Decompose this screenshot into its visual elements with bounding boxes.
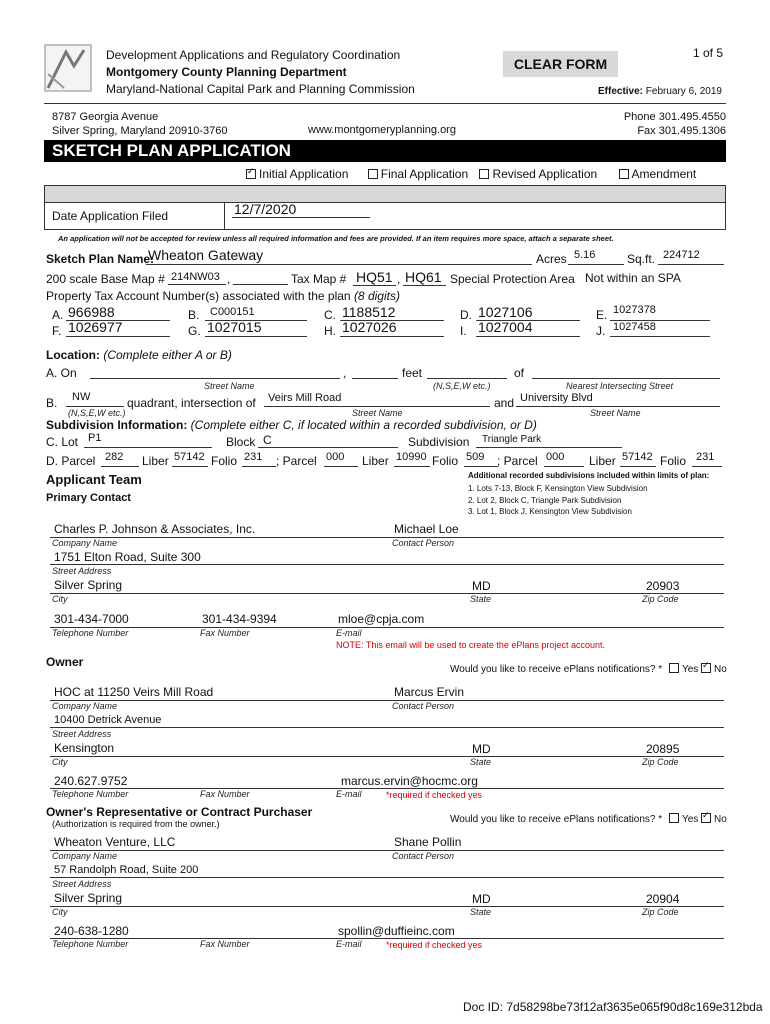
rep-contact-person[interactable]: Shane Pollin — [394, 835, 462, 849]
notice: An application will not be accepted for review unless all required information and fees are provided. If an item requires more space, attach a separate sheet. — [58, 234, 614, 243]
rep-telephone[interactable]: 240-638-1280 — [54, 924, 129, 938]
street-address-caption: Street Address — [52, 879, 112, 889]
telephone-caption: Telephone Number — [52, 789, 129, 799]
location-heading: Location: (Complete either A or B) — [46, 348, 232, 362]
zip-caption: Zip Code — [642, 594, 679, 604]
checkbox-icon — [701, 663, 711, 673]
sqft-input[interactable]: 224712 — [663, 249, 700, 261]
address-line-1: 8787 Georgia Avenue — [52, 111, 159, 123]
location-a-label: A. On — [46, 366, 77, 380]
of-label: of — [514, 366, 525, 380]
account-j-input[interactable]: 1027458 — [613, 321, 656, 333]
tax-map-label: Tax Map # — [291, 272, 347, 286]
liber-2-input[interactable]: 10990 — [396, 451, 427, 463]
direction-caption: (N,S,E,W etc.) — [433, 381, 491, 391]
account-h-input[interactable]: 1027026 — [342, 319, 397, 335]
parcel-2-input[interactable]: 000 — [326, 451, 345, 463]
application-type-options — [246, 167, 696, 181]
rep-hint: (Authorization is required from the owner.) — [52, 819, 220, 829]
folio-label-2: Folio — [432, 454, 459, 468]
parcel-1-input[interactable]: 282 — [105, 451, 124, 463]
owner-company[interactable]: HOC at 11250 Veirs Mill Road — [54, 685, 214, 699]
owner-contact-person[interactable]: Marcus Ervin — [394, 685, 465, 699]
owner-heading: Owner — [46, 655, 84, 669]
owner-telephone[interactable]: 240.627.9752 — [54, 774, 128, 788]
tax-map-input-2[interactable]: HQ61 — [405, 269, 442, 285]
parcel-3-input[interactable]: 000 — [546, 451, 565, 463]
account-g-input[interactable]: 1027015 — [207, 319, 262, 335]
primary-company[interactable]: Charles P. Johnson & Associates, Inc. — [54, 522, 256, 536]
additional-subdivision-item: 1. Lots 7-13, Block F, Kensington View Subdivision — [468, 484, 648, 493]
primary-telephone[interactable]: 301-434-7000 — [54, 612, 129, 626]
fax-caption: Fax Number — [200, 628, 250, 638]
street-address-caption: Street Address — [52, 566, 112, 576]
primary-fax[interactable]: 301-434-9394 — [202, 612, 277, 626]
address-line-2: Silver Spring, Maryland 20910-3760 — [52, 125, 228, 137]
owner-state[interactable]: MD — [472, 742, 491, 756]
parcel-label-3: ; Parcel — [497, 454, 538, 468]
fax-caption: Fax Number — [200, 789, 250, 799]
plan-name-label: Sketch Plan Name: — [46, 252, 155, 266]
primary-city[interactable]: Silver Spring — [54, 578, 123, 592]
and-label: and — [494, 396, 515, 410]
folio-label-3: Folio — [660, 454, 687, 468]
city-caption: City — [52, 907, 68, 917]
primary-email[interactable]: mloe@cpja.com — [338, 612, 425, 626]
rep-street[interactable]: 57 Randolph Road, Suite 200 — [54, 864, 199, 876]
contact-person-caption: Contact Person — [392, 851, 455, 861]
primary-zip[interactable]: 20903 — [646, 579, 680, 593]
account-c-input[interactable]: 1188512 — [342, 304, 396, 320]
rep-eplans-yes[interactable]: Yes — [669, 814, 698, 825]
fax-caption: Fax Number — [200, 939, 250, 949]
checkbox-icon — [619, 169, 629, 179]
rep-eplans-no[interactable]: ✓ No — [701, 814, 727, 825]
nearest-street-caption: Nearest Intersecting Street — [566, 381, 674, 391]
commission-logo — [44, 44, 92, 92]
telephone-caption: Telephone Number — [52, 939, 129, 949]
rep-zip[interactable]: 20904 — [646, 892, 680, 906]
checkbox-icon — [479, 169, 489, 179]
acres-label: Acres — [536, 252, 567, 266]
direction-caption-2: (N,S,E,W etc.) — [68, 408, 126, 418]
header-line-3: Maryland-National Capital Park and Planning Commission — [106, 82, 415, 96]
checkbox-icon — [669, 813, 679, 823]
page-number: 1 of 5 — [693, 46, 724, 60]
street-name-caption-3: Street Name — [590, 408, 641, 418]
additional-subdivision-item: 3. Lot 1, Block J, Kensington View Subdivision — [468, 507, 632, 516]
primary-contact-heading: Primary Contact — [46, 492, 131, 504]
email-caption: E-mail — [336, 628, 362, 638]
form-title: SKETCH PLAN APPLICATION — [44, 140, 726, 162]
spa-select[interactable]: Not within an SPA — [585, 271, 681, 285]
liber-label-1: Liber — [142, 454, 169, 468]
additional-subdivision-item: 2. Lot 2, Block C, Triangle Park Subdivision — [468, 495, 622, 505]
account-i-input[interactable]: 1027004 — [478, 319, 533, 335]
street-name-caption: Street Name — [204, 381, 255, 391]
required-note: *required if checked yes — [386, 790, 483, 800]
owner-eplans-no[interactable]: ✓ No — [701, 664, 727, 675]
owner-eplans-yes[interactable]: Yes — [669, 664, 698, 675]
parcel-d-label: D. Parcel — [46, 454, 96, 468]
lot-input[interactable]: P1 — [88, 432, 102, 444]
account-f-input[interactable]: 1026977 — [68, 319, 123, 335]
sqft-label: Sq.ft. — [627, 252, 656, 266]
tax-map-input-1[interactable]: HQ51 — [356, 269, 393, 285]
fax: Fax 301.495.1306 — [637, 125, 726, 137]
city-caption: City — [52, 594, 68, 604]
email-caption: E-mail — [336, 789, 362, 799]
block-input[interactable]: C — [263, 433, 272, 447]
tax-account-label: Property Tax Account Number(s) associated with the plan (8 digits) — [46, 289, 400, 303]
rep-company[interactable]: Wheaton Venture, LLC — [54, 835, 176, 849]
liber-label-3: Liber — [589, 454, 616, 468]
primary-state[interactable]: MD — [472, 579, 491, 593]
amendment-checkbox[interactable]: Amendment — [619, 167, 697, 181]
owner-street[interactable]: 10400 Detrick Avenue — [54, 714, 162, 726]
folio-1-input[interactable]: 231 — [244, 451, 263, 463]
company-name-caption: Company Name — [52, 701, 118, 711]
required-note: *required if checked yes — [386, 940, 483, 950]
company-name-caption: Company Name — [52, 538, 118, 548]
email-caption: E-mail — [336, 939, 362, 949]
primary-contact-person[interactable]: Michael Loe — [394, 522, 459, 536]
subdivision-heading: Subdivision Information: (Complete either C, if located within a recorded subdivision, or D) — [46, 418, 537, 432]
state-caption: State — [470, 594, 492, 604]
header-line-1: Development Applications and Regulatory Coordination — [106, 48, 401, 62]
zip-caption: Zip Code — [642, 907, 679, 917]
state-caption: State — [470, 757, 492, 767]
phone: Phone 301.495.4550 — [623, 111, 726, 123]
quadrant-input[interactable]: NW — [72, 391, 91, 403]
location-b-label: B. — [46, 396, 58, 410]
staff-use-box — [44, 185, 726, 230]
intersection-street-1[interactable]: Veirs Mill Road — [268, 392, 342, 404]
contact-person-caption: Contact Person — [392, 538, 455, 548]
subdivision-input[interactable]: Triangle Park — [482, 434, 542, 445]
folio-3-input[interactable]: 231 — [696, 451, 715, 463]
contact-person-caption: Contact Person — [392, 701, 455, 711]
checkbox-icon — [368, 169, 378, 179]
clear-form-button[interactable]: CLEAR FORM — [503, 51, 618, 77]
final-application-checkbox[interactable]: Final Application — [368, 167, 468, 181]
account-b-input[interactable]: C000151 — [210, 306, 255, 318]
liber-3-input[interactable]: 57142 — [622, 451, 653, 463]
account-e-input[interactable]: 1027378 — [613, 304, 656, 316]
intersection-street-2[interactable]: University Blvd — [520, 392, 593, 404]
primary-street[interactable]: 1751 Elton Road, Suite 300 — [54, 550, 201, 564]
website: www.montgomeryplanning.org — [308, 124, 456, 136]
acres-input[interactable]: 5.16 — [574, 249, 596, 261]
owner-zip[interactable]: 20895 — [646, 742, 680, 756]
rep-city[interactable]: Silver Spring — [54, 891, 123, 905]
subdivision-label: Subdivision — [408, 435, 470, 449]
checkbox-icon — [669, 663, 679, 673]
company-name-caption: Company Name — [52, 851, 118, 861]
zip-caption: Zip Code — [642, 757, 679, 767]
folio-2-input[interactable]: 509 — [466, 451, 485, 463]
date-filed-input[interactable]: 12/7/2020 — [234, 201, 297, 217]
owner-eplans-question: Would you like to receive ePlans notifications? * Yes ✓ No — [450, 664, 727, 675]
telephone-caption: Telephone Number — [52, 628, 129, 638]
parcel-label-2: ; Parcel — [276, 454, 317, 468]
initial-application-checkbox[interactable]: ✓Initial Application — [246, 167, 348, 181]
checkbox-icon — [246, 169, 256, 179]
applicant-team-heading: Applicant Team — [46, 472, 142, 487]
city-caption: City — [52, 757, 68, 767]
revised-application-checkbox[interactable]: Revised Application — [479, 167, 597, 181]
effective-date: Effective: February 6, 2019 — [598, 86, 722, 97]
account-a-input[interactable]: 966988 — [68, 304, 115, 320]
base-map-input[interactable]: 214NW03 — [171, 271, 220, 283]
lot-label: C. Lot — [46, 435, 79, 449]
rep-email[interactable]: spollin@duffieinc.com — [338, 924, 455, 938]
state-caption: State — [470, 907, 492, 917]
block-label: Block — [226, 435, 256, 449]
email-note: NOTE: This email will be used to create the ePlans project account. — [336, 640, 605, 650]
account-d-input[interactable]: 1027106 — [478, 304, 533, 320]
checkbox-icon — [701, 813, 711, 823]
owner-email[interactable]: marcus.ervin@hocmc.org — [341, 774, 478, 788]
additional-subdivisions-title: Additional recorded subdivisions included within limits of plan: — [468, 471, 710, 480]
rep-eplans-question: Would you like to receive ePlans notifications? * Yes ✓ No — [450, 814, 727, 825]
base-map-label: 200 scale Base Map # — [46, 272, 165, 286]
rep-state[interactable]: MD — [472, 892, 491, 906]
feet-label: feet — [402, 366, 423, 380]
owner-city[interactable]: Kensington — [54, 741, 115, 755]
header-line-2: Montgomery County Planning Department — [106, 65, 347, 79]
street-address-caption: Street Address — [52, 729, 112, 739]
spa-label: Special Protection Area — [450, 272, 575, 286]
liber-1-input[interactable]: 57142 — [174, 451, 205, 463]
quadrant-label: quadrant, intersection of — [127, 396, 256, 410]
plan-name-input[interactable]: Wheaton Gateway — [148, 247, 264, 263]
liber-label-2: Liber — [362, 454, 389, 468]
street-name-caption-2: Street Name — [352, 408, 403, 418]
folio-label-1: Folio — [211, 454, 238, 468]
doc-id: Doc ID: 7d58298be73f12af3635e065f90d8c169e312bda — [463, 1000, 763, 1014]
rep-heading: Owner's Representative or Contract Purchaser — [46, 805, 313, 819]
date-filed-label: Date Application Filed — [52, 209, 169, 223]
